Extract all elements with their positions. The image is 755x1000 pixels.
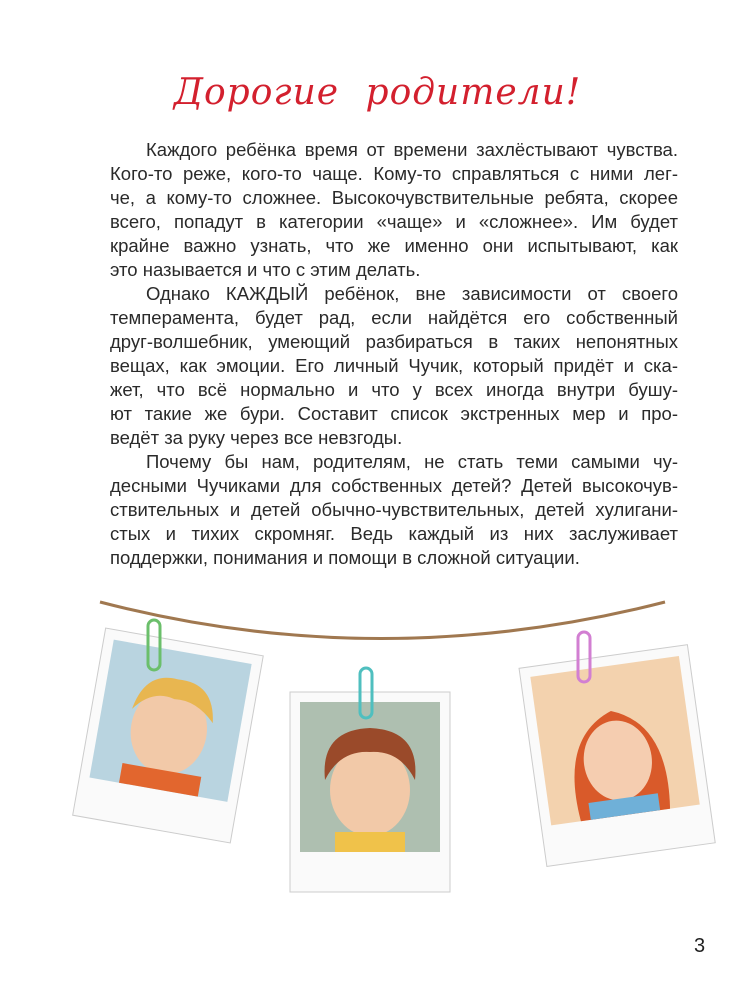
text-line: Однако КАЖДЫЙ ребёнок, вне зависимости от своего — [146, 283, 678, 304]
text-line: ют такие же бури. Составит список экстренных мер и про- — [110, 403, 678, 424]
text-line: че, а кому-то сложнее. Высокочувствительные ребята, скорее — [110, 187, 678, 208]
photo-boy-sad — [73, 628, 264, 843]
text-line: крайне важно узнать, что же именно они испытывают, как — [110, 235, 678, 256]
text-line: ствительных и детей обычно-чувствительных, детей хулигани- — [110, 499, 678, 520]
text-line: это называется и что с этим делать. — [110, 259, 421, 280]
text-line: темперамента, будет рад, если найдётся его собственный — [110, 307, 678, 328]
paragraph-1 — [110, 138, 678, 282]
text-line: Почему бы нам, родителям, не стать теми самыми чу- — [146, 451, 678, 472]
page-number: 3 — [694, 935, 706, 957]
text-line: жет, что всё нормально и что у всех иногда внутри бушу- — [110, 379, 678, 400]
text-line: всего, попадут в категории «чаще» и «сложнее». Им будет — [110, 211, 678, 232]
text-line: поддержки, понимания и помощи в сложной ситуации. — [110, 547, 580, 568]
text-line: десными Чучиками для собственных детей? Детей высокочув- — [110, 475, 678, 496]
paragraph-3 — [110, 450, 678, 570]
text-line: друг-волшебник, умеющий разбираться в таких непонятных — [110, 331, 678, 352]
photo-boy-surprised — [290, 692, 450, 892]
paragraph-2 — [110, 282, 678, 450]
photo-girl-smiling — [519, 645, 715, 867]
text-line: вещах, как эмоции. Его личный Чучик, который придёт и ска- — [110, 355, 678, 376]
photos-illustration — [0, 580, 755, 920]
text-line: стых и тихих скромняг. Ведь каждый из них заслуживает — [110, 523, 678, 544]
page-title: Дорогие родители! — [173, 72, 582, 113]
text-line: Каждого ребёнка время от времени захлёстывают чувства. — [146, 139, 678, 160]
body-text — [110, 138, 678, 570]
text-line: ведёт за руку через все невзгоды. — [110, 427, 403, 448]
text-line: Кого-то реже, кого-то чаще. Кому-то справляться с ними лег- — [110, 163, 678, 184]
